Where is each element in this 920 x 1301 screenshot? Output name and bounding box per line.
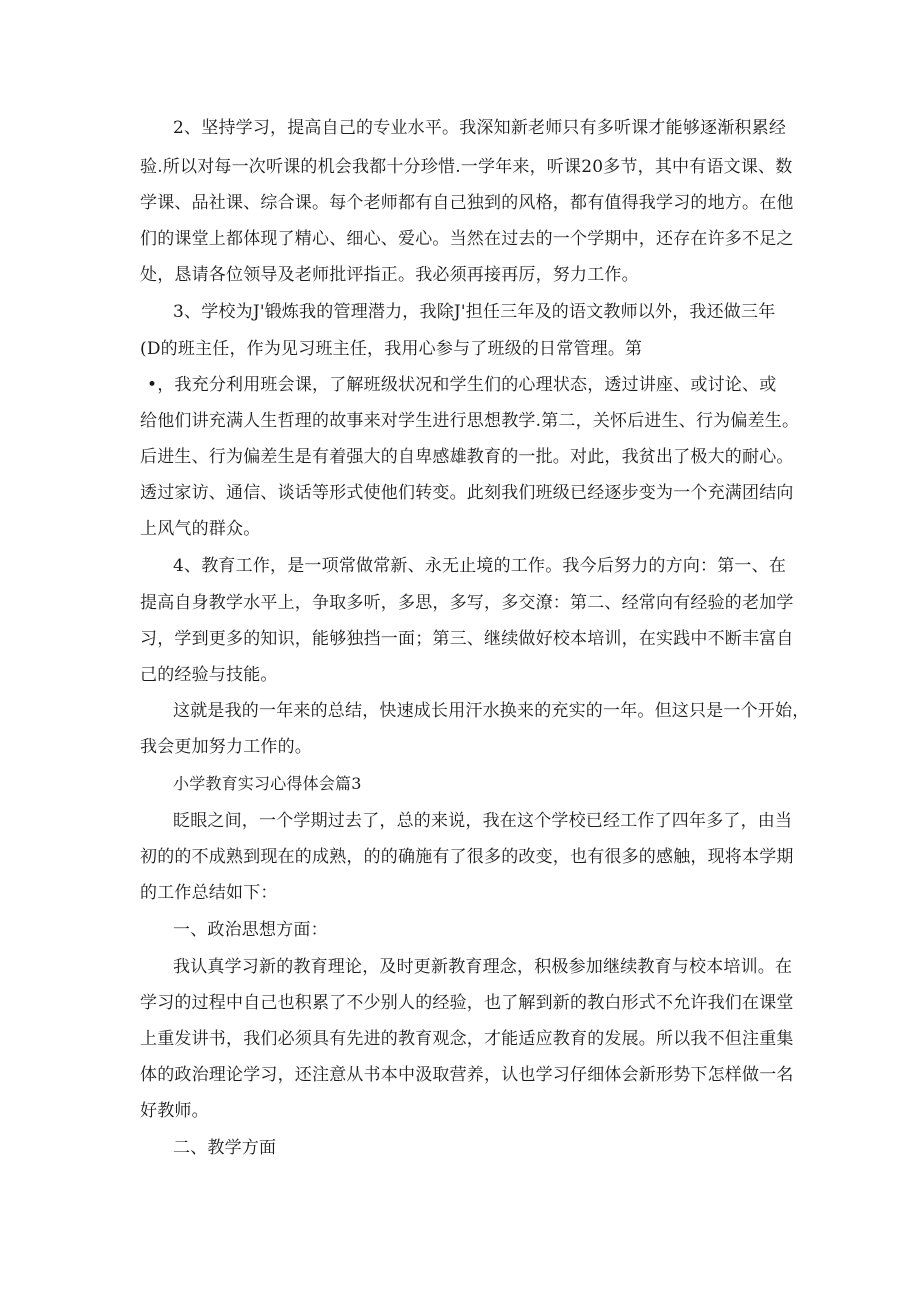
paragraph-2-line-3: 学课、品社课、综合课。每个老师都有自己独到的风格，都有值得我学习的地方。在他 — [140, 193, 794, 213]
paragraph-3-line-3: •，我充分利用班会课，了解班级状况和学生们的心理状态，透过讲座、或讨论、或 — [147, 375, 777, 395]
section-title: 小学教育实习心得体会篇3 — [173, 774, 362, 793]
paragraph-2-line-4: 们的课堂上都体现了精心、细心、爱心。当然在过去的一个学期中，还存在许多不足之 — [140, 229, 794, 249]
paragraph-7-line-1: 我认真学习新的教育理论，及时更新教育理念，积极参加继续教育与校本培训。在 — [173, 957, 793, 977]
paragraph-7-line-3: 上重发讲书，我们必须具有先进的教育观念，才能适应教育的发展。所以我不但注重集 — [140, 1029, 794, 1049]
paragraph-3-line-6: 透过家访、通信、谈话等形式使他们转变。此刻我们班级已经逐步变为一个充满团结向 — [140, 483, 794, 503]
paragraph-5-line-2: 我会更加努力工作的。 — [140, 737, 312, 757]
paragraph-3-line-2: (D的班主任，作为见习班主任，我用心参与了班级的日常管理。第 — [140, 339, 643, 359]
heading-political-thought: 一、政治思想方面： — [173, 920, 328, 940]
paragraph-3-line-4: 给他们讲充满人生哲理的故事来对学生进行思想教学.第二，关怀后进生、行为偏差生。 — [140, 411, 800, 431]
paragraph-3-line-5: 后进生、行为偏差生是有着强大的自卑感雄教育的一批。对此，我贫出了极大的耐心。 — [140, 447, 794, 467]
paragraph-3-line-7: 上风气的群众。 — [140, 519, 261, 539]
paragraph-4-line-3: 习，学到更多的知识，能够独挡一面；第三、继续做好校本培训，在实践中不断丰富自 — [140, 629, 794, 649]
paragraph-6-line-2: 初的的不成熟到现在的成熟，的的确施有了很多的改变，也有很多的感触，现将本学期 — [140, 847, 794, 867]
paragraph-3-line-1: 3、学校为J'锻炼我的管理潜力，我除J'担任三年及的语文教师以外，我还做三年 — [173, 302, 776, 322]
paragraph-5-line-1: 这就是我的一年来的总结，快速成长用汗水换来的充实的一年。但这只是一个开始， — [173, 701, 810, 721]
paragraph-4-line-2: 提高自身教学水平上，争取多听，多思，多写，多交潦：第二、经常向有经验的老加学 — [140, 593, 794, 613]
paragraph-7-line-5: 好教师。 — [140, 1101, 209, 1121]
paragraph-7-line-4: 体的政治理论学习，还注意从书本中汲取营养，认也学习仔细体会新形势下怎样做一名 — [140, 1065, 794, 1085]
paragraph-2-line-2: 验.所以对每一次听课的机会我都十分珍惜.一学年来，听课20多节，其中有语文课、数 — [140, 157, 793, 177]
heading-teaching: 二、教学方面 — [173, 1138, 277, 1158]
paragraph-7-line-2: 学习的过程中自己也积累了不少别人的经验，也了解到新的教白形式不允许我们在课堂 — [140, 993, 794, 1013]
paragraph-4-line-4: 己的经验与技能。 — [140, 665, 278, 685]
paragraph-2-line-1: 2、坚持学习，提高自己的专业水平。我深知新老师只有多听课才能够逐渐积累经 — [173, 118, 787, 138]
paragraph-4-line-1: 4、教育工作，是一项常做常新、永无止境的工作。我今后努力的方向：第一、在 — [173, 556, 787, 576]
paragraph-6-line-3: 的工作总结如下： — [140, 883, 278, 903]
paragraph-6-line-1: 眨眼之间，一个学期过去了，总的来说，我在这个学校已经工作了四年多了，由当 — [173, 811, 793, 831]
paragraph-2-line-5: 处，恳请各位领导及老师批评指正。我必须再接再厉，努力工作。 — [140, 265, 639, 285]
